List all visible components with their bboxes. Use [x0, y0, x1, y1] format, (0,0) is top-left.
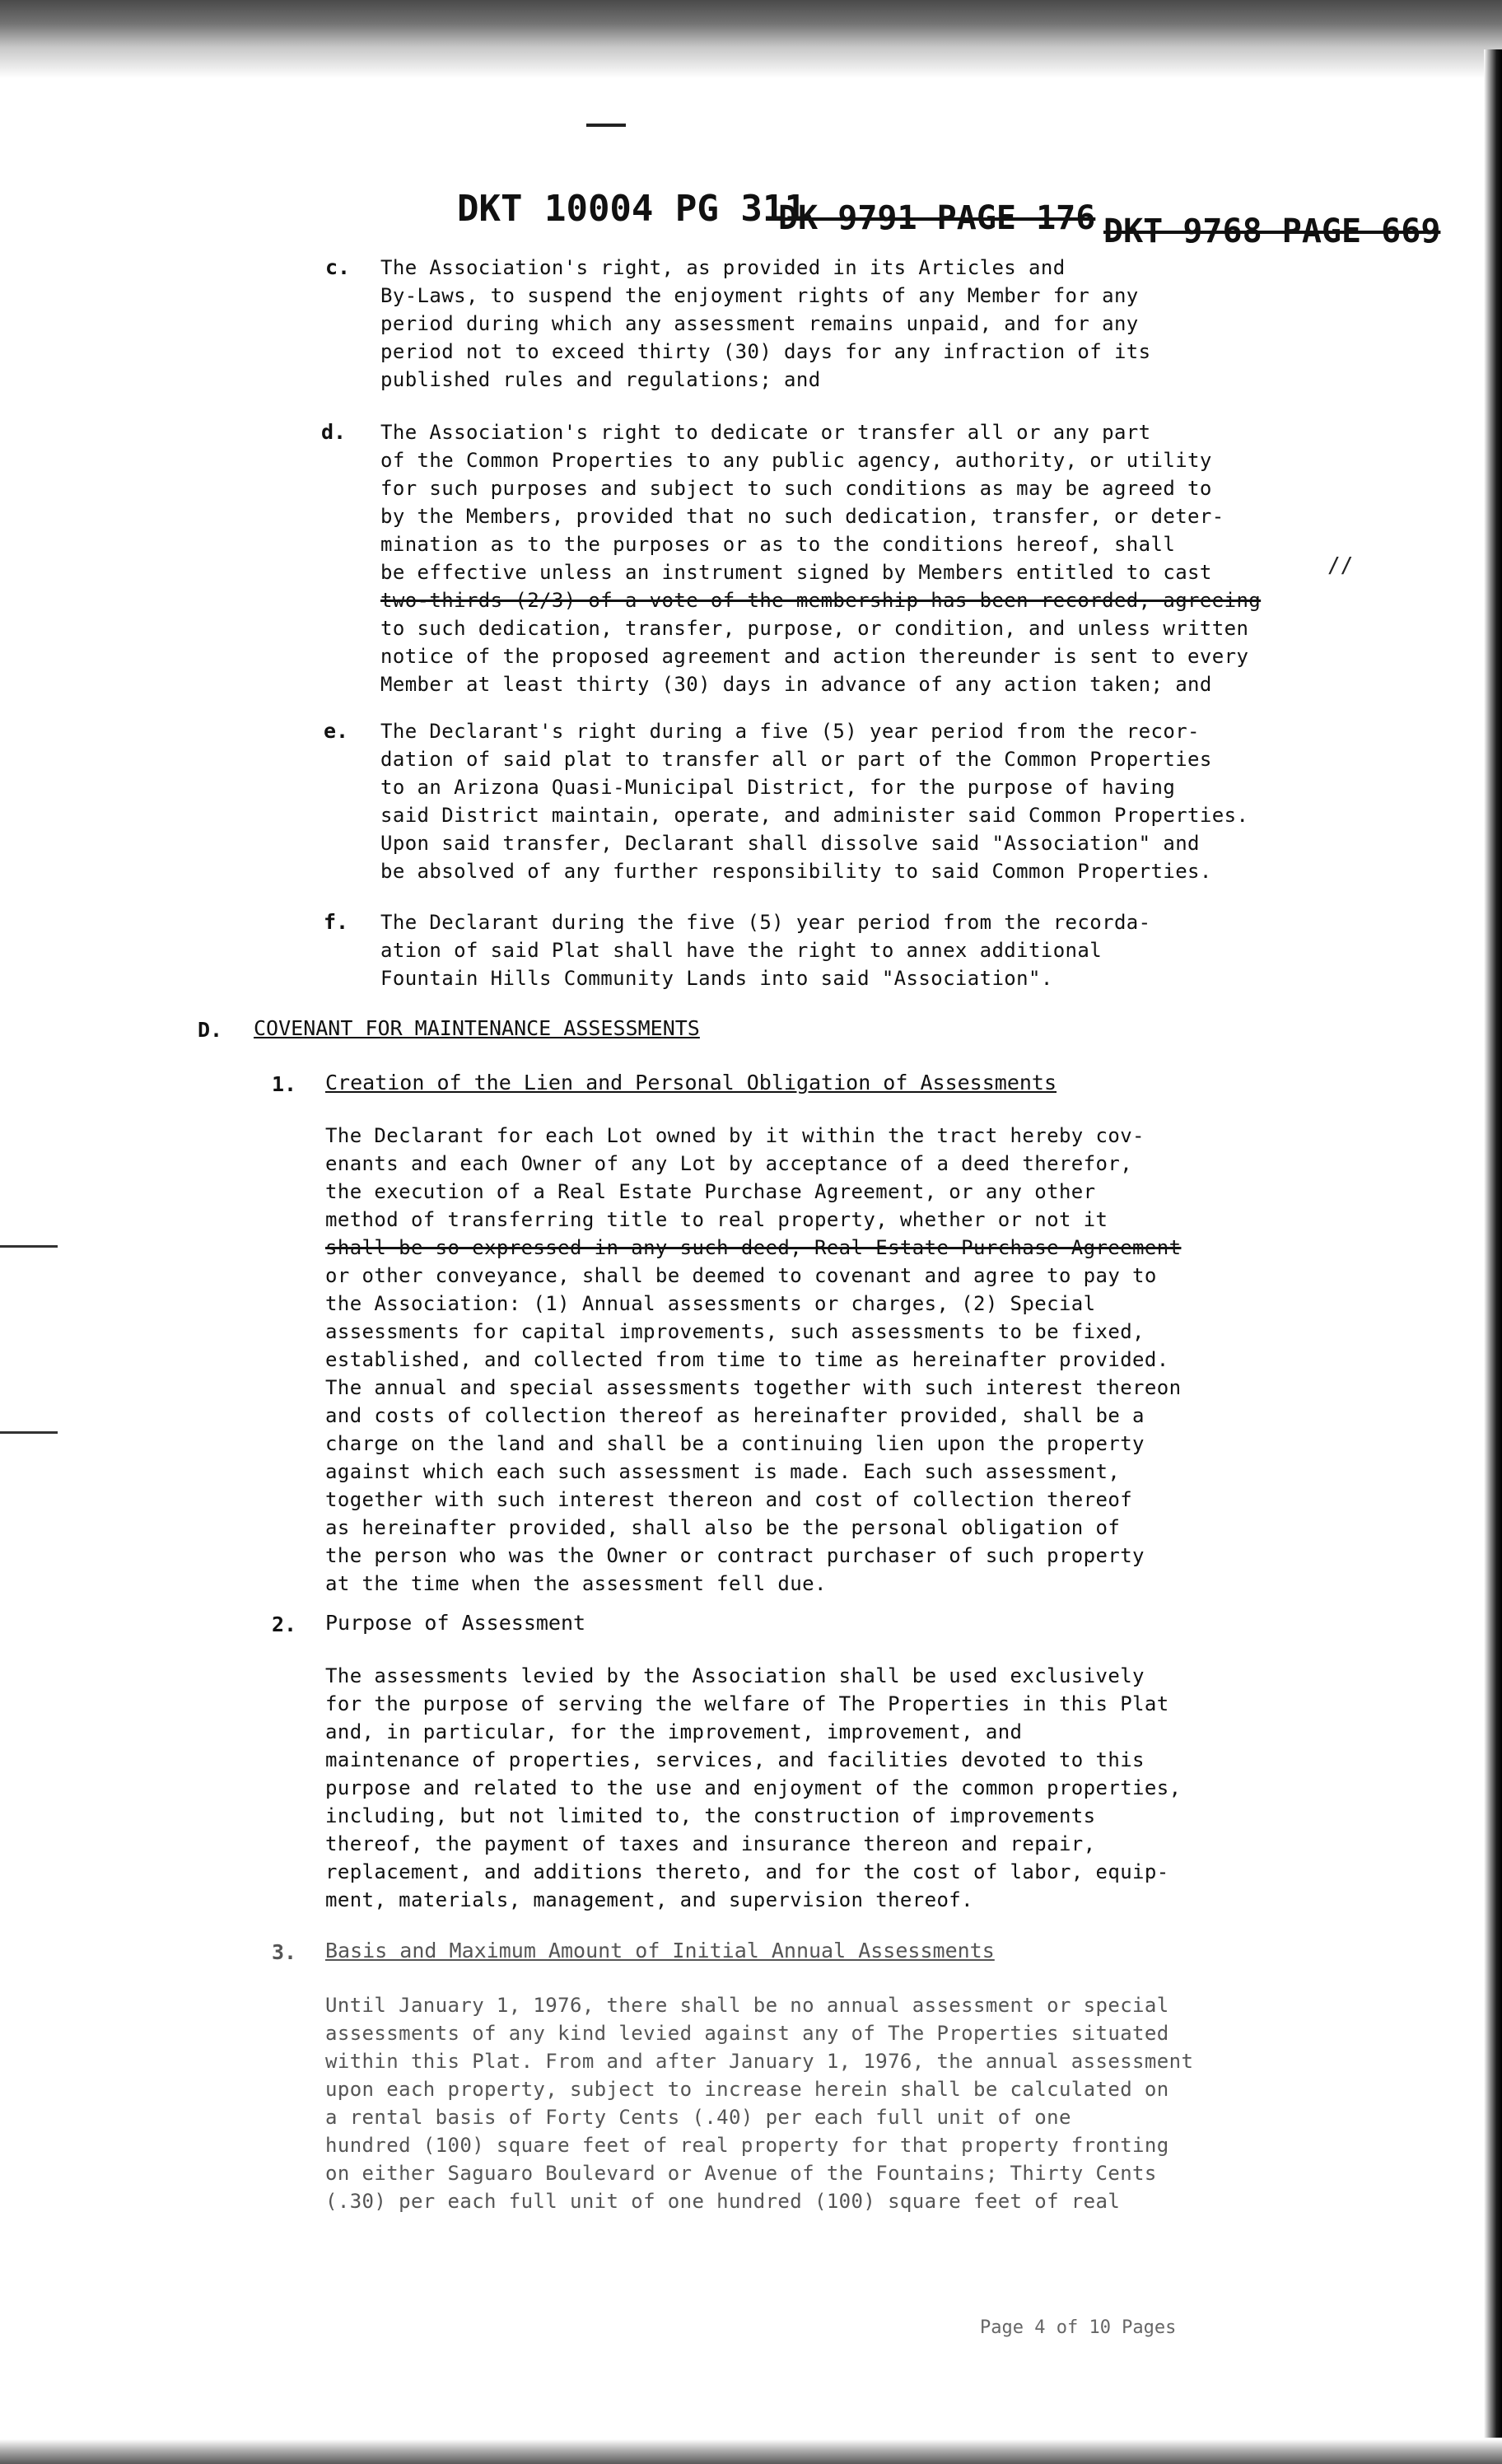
paragraph-d — [380, 418, 1261, 698]
text-line: of the Common Properties to any public agency, authority, or utility — [380, 449, 1212, 472]
item-marker-2: 2. — [272, 1612, 297, 1636]
text-line: The Declarant's right during a five (5) year period from the recor- — [380, 720, 1200, 743]
text-line: be absolved of any further responsibility to said Common Properties. — [380, 860, 1212, 883]
text-line: assessments for capital improvements, such assessments to be fixed, — [325, 1320, 1145, 1343]
item-marker-f: f. — [324, 910, 349, 934]
text-line: and, in particular, for the improvement, improvement, and — [325, 1720, 1023, 1743]
text-line: be effective unless an instrument signed by Members entitled to cast — [380, 561, 1212, 584]
item-marker-c: c. — [325, 255, 351, 279]
scan-shadow-top — [0, 0, 1502, 78]
text-line: assessments of any kind levied against any of The Properties situated — [325, 2022, 1169, 2045]
handwritten-mark: // — [1327, 553, 1354, 578]
text-line: The annual and special assessments together with such interest thereon — [325, 1376, 1182, 1399]
page-number: Page 4 of 10 Pages — [980, 2317, 1177, 2338]
text-line: by the Members, provided that no such dedication, transfer, or deter- — [380, 505, 1224, 528]
text-line: for such purposes and subject to such conditions as may be agreed to — [380, 477, 1212, 500]
text-line: the execution of a Real Estate Purchase Agreement, or any other — [325, 1180, 1096, 1203]
recording-stamp-1: DKT 10004 PG 311 — [457, 188, 806, 230]
scan-shadow-right — [1484, 49, 1502, 2438]
text-line: The Declarant during the five (5) year period from the recorda- — [380, 911, 1151, 934]
section-heading-D: COVENANT FOR MAINTENANCE ASSESSMENTS — [254, 1016, 700, 1040]
text-line: The Association's right to dedicate or transfer all or any part — [380, 421, 1151, 444]
recording-stamp-3: DKT 9768 PAGE 669 — [1103, 212, 1441, 250]
text-line: The Declarant for each Lot owned by it within the tract hereby cov- — [325, 1124, 1145, 1147]
item-heading-1: Creation of the Lien and Personal Obligation of Assessments — [325, 1071, 1057, 1094]
text-line: on either Saguaro Boulevard or Avenue of the Fountains; Thirty Cents — [325, 2162, 1157, 2185]
paragraph-f — [380, 908, 1151, 992]
text-line: at the time when the assessment fell due. — [325, 1572, 827, 1595]
text-line: ation of said Plat shall have the right to annex additional — [380, 939, 1103, 962]
text-line: Until January 1, 1976, there shall be no annual assessment or special — [325, 1994, 1169, 2017]
text-line: maintenance of properties, services, and facilities devoted to this — [325, 1748, 1145, 1771]
item-marker-3: 3. — [272, 1940, 297, 1964]
text-line: or other conveyance, shall be deemed to covenant and agree to pay to — [325, 1264, 1157, 1287]
section-marker-D: D. — [198, 1018, 223, 1042]
paragraph-1 — [325, 1122, 1181, 1598]
text-line: published rules and regulations; and — [380, 368, 821, 391]
text-line: charge on the land and shall be a continuing lien upon the property — [325, 1432, 1145, 1455]
text-line: within this Plat. From and after January 1, 1976, the annual assessment — [325, 2050, 1194, 2073]
text-line: mination as to the purposes or as to the conditions hereof, shall — [380, 533, 1176, 556]
text-line: replacement, and additions thereto, and for the cost of labor, equip- — [325, 1860, 1169, 1883]
text-line: purpose and related to the use and enjoyment of the common properties, — [325, 1776, 1182, 1799]
item-marker-e: e. — [324, 719, 349, 743]
paragraph-c — [380, 254, 1151, 394]
text-line: as hereinafter provided, shall also be the personal obligation of — [325, 1516, 1121, 1539]
text-line: The assessments levied by the Association shall be used exclusively — [325, 1664, 1145, 1687]
text-line: the Association: (1) Annual assessments or charges, (2) Special — [325, 1292, 1096, 1315]
text-line: a rental basis of Forty Cents (.40) per each full unit of one — [325, 2106, 1071, 2129]
text-line: Member at least thirty (30) days in advance of any action taken; and — [380, 673, 1212, 696]
text-line: said District maintain, operate, and administer said Common Properties. — [380, 804, 1249, 827]
text-line: thereof, the payment of taxes and insurance thereon and repair, — [325, 1832, 1096, 1855]
text-line: Fountain Hills Community Lands into said "Association". — [380, 967, 1053, 990]
paragraph-3 — [325, 1991, 1193, 2215]
text-line: ment, materials, management, and supervision thereof. — [325, 1888, 974, 1911]
margin-mark-left — [0, 1431, 58, 1434]
text-line: and costs of collection thereof as hereinafter provided, shall be a — [325, 1404, 1145, 1427]
paragraph-e — [380, 717, 1248, 885]
text-line: to an Arizona Quasi-Municipal District, for the purpose of having — [380, 776, 1176, 799]
scan-dash — [586, 124, 626, 127]
text-line: enants and each Owner of any Lot by acceptance of a deed therefor, — [325, 1152, 1133, 1175]
paragraph-2 — [325, 1662, 1181, 1914]
text-line: hundred (100) square feet of real property for that property fronting — [325, 2134, 1169, 2157]
text-line: including, but not limited to, the construction of improvements — [325, 1804, 1096, 1827]
text-line: period not to exceed thirty (30) days for any infraction of its — [380, 340, 1151, 363]
text-line: the person who was the Owner or contract purchaser of such property — [325, 1544, 1145, 1567]
item-heading-3: Basis and Maximum Amount of Initial Annual Assessments — [325, 1939, 995, 1962]
text-line: notice of the proposed agreement and action thereunder is sent to every — [380, 645, 1249, 668]
text-line: method of transferring title to real property, whether or not it — [325, 1208, 1108, 1231]
text-line: The Association's right, as provided in its Articles and — [380, 256, 1066, 279]
text-line: against which each such assessment is made. Each such assessment, — [325, 1460, 1121, 1483]
text-line: Upon said transfer, Declarant shall dissolve said "Association" and — [380, 832, 1200, 855]
item-marker-1: 1. — [272, 1072, 297, 1096]
text-line: upon each property, subject to increase herein shall be calculated on — [325, 2078, 1169, 2101]
text-line: established, and collected from time to time as hereinafter provided. — [325, 1348, 1169, 1371]
scan-shadow-bottom — [0, 2439, 1502, 2464]
text-line: period during which any assessment remains unpaid, and for any — [380, 312, 1139, 335]
text-line: together with such interest thereon and cost of collection thereof — [325, 1488, 1133, 1511]
item-marker-d: d. — [321, 420, 347, 444]
text-line: for the purpose of serving the welfare of The Properties in this Plat — [325, 1692, 1169, 1715]
text-line: dation of said plat to transfer all or part of the Common Properties — [380, 748, 1212, 771]
struck-text-line: two-thirds (2/3) of a vote of the membership has been recorded, agreeing — [380, 589, 1262, 612]
struck-text-line: shall be so expressed in any such deed, Real Estate Purchase Agreement — [325, 1236, 1182, 1259]
text-line: to such dedication, transfer, purpose, or condition, and unless written — [380, 617, 1249, 640]
text-line: By-Laws, to suspend the enjoyment rights of any Member for any — [380, 284, 1139, 307]
recording-stamp-2: DK 9791 PAGE 176 — [778, 199, 1096, 237]
text-line: (.30) per each full unit of one hundred (100) square feet of real — [325, 2190, 1121, 2213]
margin-mark-left — [0, 1245, 58, 1248]
item-heading-2: Purpose of Assessment — [325, 1611, 586, 1635]
